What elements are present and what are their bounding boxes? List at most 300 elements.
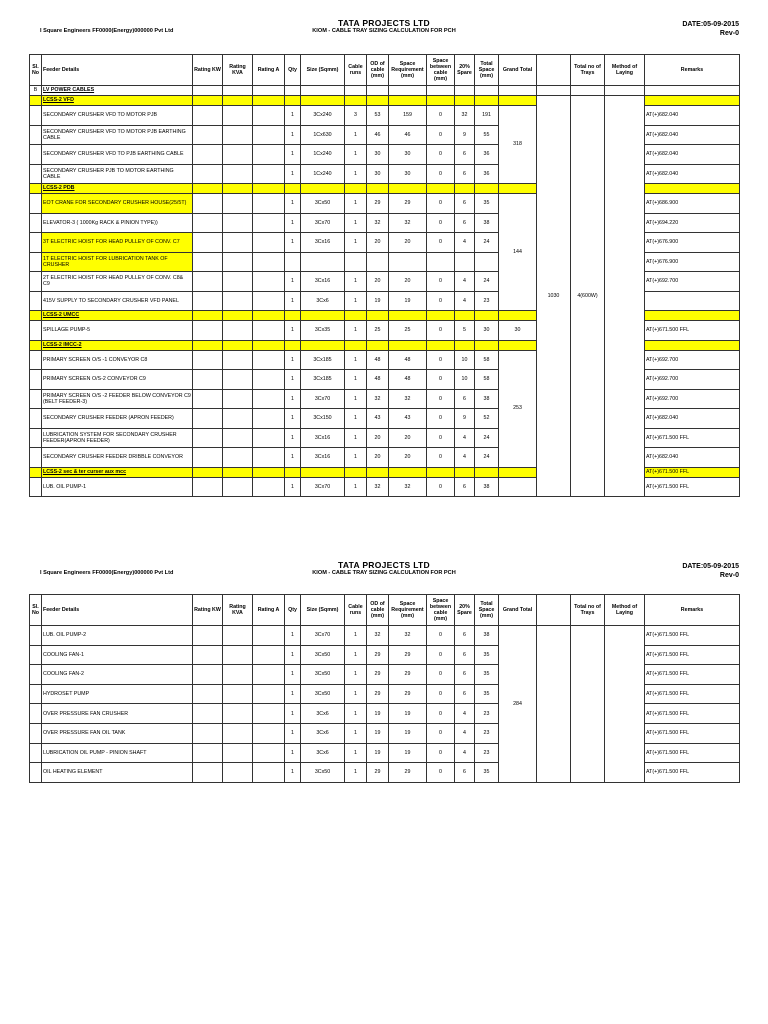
feeder-details: OVER PRESSURE FAN OIL TANK <box>42 723 193 743</box>
rating-kva <box>223 704 253 724</box>
sl-no-cell <box>30 723 42 743</box>
qty-cell: 1 <box>285 626 301 646</box>
remarks: AT(+)682.040 <box>645 164 740 184</box>
od-cell: 32 <box>367 477 389 497</box>
column-header: Total Space (mm) <box>475 595 499 626</box>
empty-cell <box>223 340 253 350</box>
rating-kw <box>193 448 223 468</box>
od-cell: 46 <box>367 125 389 145</box>
qty-cell: 1 <box>285 321 301 341</box>
od-cell: 29 <box>367 645 389 665</box>
rating-a <box>253 233 285 253</box>
feeder-details: LUBRICATION OIL PUMP - PINION SHAFT <box>42 743 193 763</box>
empty-cell <box>345 340 367 350</box>
space-cell: 48 <box>389 350 427 370</box>
total-cell: 38 <box>475 626 499 646</box>
space-cell: 25 <box>389 321 427 341</box>
empty-cell <box>475 467 499 477</box>
sl-no-cell <box>30 370 42 390</box>
runs-cell: 1 <box>345 145 367 165</box>
empty-cell <box>499 184 537 194</box>
size-cell: 3Cx185 <box>301 370 345 390</box>
size-cell: 3Cx50 <box>301 665 345 685</box>
od-cell: 19 <box>367 291 389 311</box>
empty-cell <box>455 184 475 194</box>
group-grand-total: 144 <box>499 194 537 311</box>
total-cell: 35 <box>475 665 499 685</box>
rating-kw <box>193 350 223 370</box>
runs-cell: 1 <box>345 723 367 743</box>
rating-kw <box>193 106 223 126</box>
rating-kva <box>223 252 253 272</box>
sl-no-cell <box>30 350 42 370</box>
rating-kva <box>223 213 253 233</box>
column-header: Qty <box>285 595 301 626</box>
size-cell: 3Cx50 <box>301 763 345 783</box>
qty-cell: 1 <box>285 106 301 126</box>
spare-cell: 6 <box>455 164 475 184</box>
empty-cell <box>30 311 42 321</box>
rating-kva <box>223 477 253 497</box>
qty-cell: 1 <box>285 477 301 497</box>
empty-cell <box>30 184 42 194</box>
sheet-page-1 <box>0 18 768 490</box>
between-cell: 0 <box>427 213 455 233</box>
qty-cell: 1 <box>285 409 301 429</box>
column-header: Rating A <box>253 55 285 86</box>
rating-kva <box>223 428 253 448</box>
sl-no-cell <box>30 106 42 126</box>
spare-cell: 5 <box>455 321 475 341</box>
qty-cell: 1 <box>285 704 301 724</box>
rating-a <box>253 409 285 429</box>
spare-cell: 6 <box>455 665 475 685</box>
total-cell: 52 <box>475 409 499 429</box>
space-cell: 159 <box>389 106 427 126</box>
total-cell: 23 <box>475 723 499 743</box>
empty-cell <box>389 467 427 477</box>
size-cell: 3Cx70 <box>301 389 345 409</box>
between-cell: 0 <box>427 389 455 409</box>
between-cell: 0 <box>427 233 455 253</box>
total-cell: 24 <box>475 448 499 468</box>
empty-cell <box>285 86 301 96</box>
column-header: Rating A <box>253 595 285 626</box>
remarks: AT(+)676.900 <box>645 252 740 272</box>
empty-cell <box>223 467 253 477</box>
od-cell: 20 <box>367 448 389 468</box>
empty-cell <box>475 86 499 96</box>
qty-cell: 1 <box>285 125 301 145</box>
od-cell: 29 <box>367 194 389 214</box>
between-cell: 0 <box>427 763 455 783</box>
empty-cell <box>253 184 285 194</box>
empty-cell <box>285 184 301 194</box>
feeder-details: SECONDARY CRUSHER VFD TO MOTOR PJB <box>42 106 193 126</box>
remarks: AT(+)671.500 FFL <box>645 723 740 743</box>
revision-text: Rev-0 <box>719 30 739 37</box>
empty-cell <box>455 86 475 96</box>
rating-a <box>253 213 285 233</box>
rating-kw <box>193 626 223 646</box>
total-cell: 191 <box>475 106 499 126</box>
runs-cell: 1 <box>345 704 367 724</box>
rating-a <box>253 477 285 497</box>
rating-kw <box>193 428 223 448</box>
column-header: Sl. No <box>30 595 42 626</box>
size-cell: 3Cx70 <box>301 213 345 233</box>
column-header: Space Requirement (mm) <box>389 595 427 626</box>
empty-cell <box>389 184 427 194</box>
group-grand-total: 284 <box>499 626 537 783</box>
space-cell: 32 <box>389 626 427 646</box>
feeder-details: 415V SUPPLY TO SECONDARY CRUSHER VFD PANEL <box>42 291 193 311</box>
empty-cell <box>645 86 740 96</box>
remarks: AT(+)682.040 <box>645 145 740 165</box>
rating-a <box>253 389 285 409</box>
empty-cell <box>475 96 499 106</box>
od-cell: 19 <box>367 704 389 724</box>
total-cell: 24 <box>475 428 499 448</box>
feeder-details: 3T ELECTRIC HOIST FOR HEAD PULLEY OF CONV. C7 <box>42 233 193 253</box>
between-cell <box>427 252 455 272</box>
document-date <box>682 562 739 580</box>
rating-a <box>253 321 285 341</box>
empty-cell <box>427 467 455 477</box>
size-cell: 3Cx150 <box>301 409 345 429</box>
rating-kw <box>193 252 223 272</box>
empty-cell <box>223 96 253 106</box>
remarks: AT(+)671.500 FFL <box>645 428 740 448</box>
document-title: TATA PROJECTS LTD <box>338 560 430 570</box>
remarks: AT(+)692.700 <box>645 350 740 370</box>
between-cell: 0 <box>427 164 455 184</box>
between-cell: 0 <box>427 370 455 390</box>
empty-cell <box>193 311 223 321</box>
rating-kva <box>223 389 253 409</box>
sl-no-cell <box>30 321 42 341</box>
empty-cell <box>367 340 389 350</box>
grand-total-sum: 1030 <box>537 96 571 497</box>
qty-cell: 1 <box>285 684 301 704</box>
empty-cell <box>475 340 499 350</box>
column-header: OD of cable (mm) <box>367 595 389 626</box>
size-cell: 3Cx35 <box>301 321 345 341</box>
size-cell: 1Cx240 <box>301 164 345 184</box>
rating-kw <box>193 321 223 341</box>
empty-cell <box>193 467 223 477</box>
column-header: Grand Total <box>499 55 537 86</box>
column-header: Space between cable (mm) <box>427 595 455 626</box>
empty-cell <box>645 184 740 194</box>
feeder-details: SECONDARY CRUSHER PJB TO MOTOR EARTHING CABLE <box>42 164 193 184</box>
rating-kw <box>193 743 223 763</box>
rating-kw <box>193 684 223 704</box>
cable-tray-table-1 <box>29 54 740 497</box>
column-header: Rating KVA <box>223 595 253 626</box>
document-subtitle: KIOM - CABLE TRAY SIZING CALCULATION FOR PCH <box>312 28 456 34</box>
grand-total-sum <box>537 626 571 783</box>
sl-no-cell <box>30 194 42 214</box>
qty-cell: 1 <box>285 291 301 311</box>
spare-cell: 6 <box>455 477 475 497</box>
spare-cell: 4 <box>455 428 475 448</box>
between-cell: 0 <box>427 272 455 292</box>
remarks: AT(+)692.700 <box>645 389 740 409</box>
feeder-details: 1T ELECTRIC HOIST FOR LUBRICATION TANK OF CRUSHER <box>42 252 193 272</box>
total-cell: 35 <box>475 645 499 665</box>
page-header <box>0 560 768 596</box>
sl-no-cell <box>30 665 42 685</box>
qty-cell: 1 <box>285 428 301 448</box>
rating-kva <box>223 164 253 184</box>
rating-kw <box>193 272 223 292</box>
space-cell: 46 <box>389 125 427 145</box>
sl-no-cell <box>30 626 42 646</box>
group-label: LCSS-2 sec & ter curser aux mcc <box>42 467 193 477</box>
sl-no-cell <box>30 389 42 409</box>
empty-cell <box>193 184 223 194</box>
date-text: DATE:05-09-2015 <box>682 21 739 28</box>
feeder-details: EOT CRANE FOR SECONDARY CRUSHER HOUSE(25/5T) <box>42 194 193 214</box>
remarks: AT(+)671.500 FFL <box>645 763 740 783</box>
spare-cell: 4 <box>455 743 475 763</box>
od-cell: 32 <box>367 213 389 233</box>
runs-cell: 1 <box>345 291 367 311</box>
rating-kw <box>193 723 223 743</box>
feeder-details: PRIMARY SCREEN O/S -2 FEEDER BELOW CONVEYOR C9 (BELT FEEDER-3) <box>42 389 193 409</box>
remarks: AT(+)671.500 FFL <box>645 626 740 646</box>
sl-no-cell <box>30 125 42 145</box>
runs-cell: 1 <box>345 428 367 448</box>
remarks: AT(+)686.900 <box>645 194 740 214</box>
empty-cell <box>499 467 537 477</box>
document-subtitle: KIOM - CABLE TRAY SIZING CALCULATION FOR PCH <box>312 570 456 576</box>
runs-cell <box>345 252 367 272</box>
rating-kw <box>193 233 223 253</box>
empty-cell <box>389 86 427 96</box>
rating-a <box>253 448 285 468</box>
empty-cell <box>367 467 389 477</box>
group-grand-total: 253 <box>499 350 537 467</box>
group-label: LCSS-2 PDB <box>42 184 193 194</box>
spare-cell: 6 <box>455 194 475 214</box>
empty-cell <box>30 340 42 350</box>
total-cell: 38 <box>475 477 499 497</box>
empty-cell <box>301 311 345 321</box>
space-cell: 20 <box>389 233 427 253</box>
rating-kva <box>223 350 253 370</box>
od-cell: 32 <box>367 626 389 646</box>
rating-a <box>253 145 285 165</box>
space-cell <box>389 252 427 272</box>
space-cell: 19 <box>389 291 427 311</box>
column-header: Method of Laying <box>605 595 645 626</box>
od-cell: 20 <box>367 272 389 292</box>
between-cell: 0 <box>427 428 455 448</box>
runs-cell: 3 <box>345 106 367 126</box>
rating-a <box>253 291 285 311</box>
between-cell: 0 <box>427 145 455 165</box>
rating-kva <box>223 125 253 145</box>
rating-a <box>253 106 285 126</box>
od-cell: 53 <box>367 106 389 126</box>
total-cell: 58 <box>475 370 499 390</box>
empty-cell <box>427 311 455 321</box>
between-cell: 0 <box>427 626 455 646</box>
feeder-details: SPILLAGE PUMP-5 <box>42 321 193 341</box>
qty-cell: 1 <box>285 233 301 253</box>
spare-cell: 32 <box>455 106 475 126</box>
company-name: I Square Engineers FF0000(Energy)000000 Pvt Ltd <box>40 570 174 576</box>
runs-cell: 1 <box>345 743 367 763</box>
empty-cell <box>193 96 223 106</box>
remarks: AT(+)671.500 FFL <box>645 743 740 763</box>
empty-cell <box>301 184 345 194</box>
empty-cell <box>645 311 740 321</box>
spare-cell: 4 <box>455 723 475 743</box>
feeder-details: SECONDARY CRUSHER FEEDER DRIBBLE CONVEYOR <box>42 448 193 468</box>
rating-kva <box>223 448 253 468</box>
qty-cell: 1 <box>285 145 301 165</box>
empty-cell <box>301 340 345 350</box>
space-cell: 19 <box>389 743 427 763</box>
column-header: 20% Spare <box>455 55 475 86</box>
column-header: Size (Sqmm) <box>301 595 345 626</box>
spare-cell <box>455 252 475 272</box>
rating-kw <box>193 145 223 165</box>
column-header <box>537 55 571 86</box>
total-cell: 35 <box>475 194 499 214</box>
spare-cell: 6 <box>455 145 475 165</box>
column-header <box>537 595 571 626</box>
total-cell: 24 <box>475 233 499 253</box>
empty-cell <box>427 340 455 350</box>
size-cell: 1Cx240 <box>301 145 345 165</box>
rating-kw <box>193 409 223 429</box>
empty-cell <box>285 311 301 321</box>
empty-cell <box>253 86 285 96</box>
runs-cell: 1 <box>345 125 367 145</box>
total-cell: 36 <box>475 145 499 165</box>
qty-cell: 1 <box>285 164 301 184</box>
runs-cell: 1 <box>345 164 367 184</box>
space-cell: 19 <box>389 723 427 743</box>
empty-cell <box>367 96 389 106</box>
spare-cell: 10 <box>455 370 475 390</box>
revision-text: Rev-0 <box>719 572 739 579</box>
between-cell: 0 <box>427 350 455 370</box>
empty-cell <box>475 311 499 321</box>
column-header: Feeder Details <box>42 595 193 626</box>
spare-cell: 4 <box>455 233 475 253</box>
spare-cell: 6 <box>455 389 475 409</box>
runs-cell: 1 <box>345 448 367 468</box>
column-header: Rating KW <box>193 55 223 86</box>
runs-cell: 1 <box>345 665 367 685</box>
size-cell: 3Cx50 <box>301 684 345 704</box>
column-header: Remarks <box>645 55 740 86</box>
od-cell: 29 <box>367 684 389 704</box>
column-header: 20% Spare <box>455 595 475 626</box>
od-cell <box>367 252 389 272</box>
od-cell: 48 <box>367 350 389 370</box>
rating-kva <box>223 106 253 126</box>
feeder-details: COOLING FAN-1 <box>42 645 193 665</box>
total-cell: 30 <box>475 321 499 341</box>
column-header: Remarks <box>645 595 740 626</box>
cable-tray-table-2 <box>29 594 740 783</box>
empty-cell <box>455 467 475 477</box>
rating-a <box>253 626 285 646</box>
size-cell: 3Cx16 <box>301 448 345 468</box>
space-cell: 20 <box>389 448 427 468</box>
between-cell: 0 <box>427 194 455 214</box>
rating-kw <box>193 477 223 497</box>
sl-no-cell <box>30 164 42 184</box>
size-cell: 3Cx6 <box>301 704 345 724</box>
rating-kw <box>193 291 223 311</box>
between-cell: 0 <box>427 448 455 468</box>
spare-cell: 4 <box>455 291 475 311</box>
empty-cell <box>427 184 455 194</box>
size-cell: 3Cx16 <box>301 233 345 253</box>
sl-no-cell <box>30 448 42 468</box>
rating-a <box>253 350 285 370</box>
empty-cell <box>367 184 389 194</box>
sl-no-cell <box>30 743 42 763</box>
sl-no-cell <box>30 477 42 497</box>
rating-a <box>253 272 285 292</box>
sl-no-cell <box>30 145 42 165</box>
empty-cell <box>367 311 389 321</box>
column-header: OD of cable (mm) <box>367 55 389 86</box>
empty-cell <box>223 311 253 321</box>
total-cell: 55 <box>475 125 499 145</box>
runs-cell: 1 <box>345 213 367 233</box>
column-header: Qty <box>285 55 301 86</box>
rating-a <box>253 428 285 448</box>
remarks: AT(+)692.700 <box>645 272 740 292</box>
empty-cell <box>301 467 345 477</box>
column-header: Space between cable (mm) <box>427 55 455 86</box>
empty-cell <box>223 184 253 194</box>
empty-cell <box>645 96 740 106</box>
column-header: Cable runs <box>345 55 367 86</box>
sl-no-cell <box>30 684 42 704</box>
remarks: AT(+)671.500 FFL <box>645 321 740 341</box>
column-header: Total no of Trays <box>571 55 605 86</box>
size-cell: 3Cx50 <box>301 645 345 665</box>
remarks: AT(+)671.500 FFL <box>645 684 740 704</box>
empty-cell <box>345 184 367 194</box>
rating-a <box>253 370 285 390</box>
remarks: AT(+)671.500 FFL <box>645 704 740 724</box>
qty-cell: 1 <box>285 645 301 665</box>
feeder-details: SECONDARY CRUSHER VFD TO PJB EARTHING CABLE <box>42 145 193 165</box>
qty-cell: 1 <box>285 350 301 370</box>
between-cell: 0 <box>427 723 455 743</box>
space-cell: 48 <box>389 370 427 390</box>
qty-cell: 1 <box>285 213 301 233</box>
rating-kw <box>193 389 223 409</box>
runs-cell: 1 <box>345 477 367 497</box>
rating-a <box>253 743 285 763</box>
empty-cell <box>301 96 345 106</box>
space-cell: 20 <box>389 272 427 292</box>
qty-cell <box>285 252 301 272</box>
spare-cell: 10 <box>455 350 475 370</box>
